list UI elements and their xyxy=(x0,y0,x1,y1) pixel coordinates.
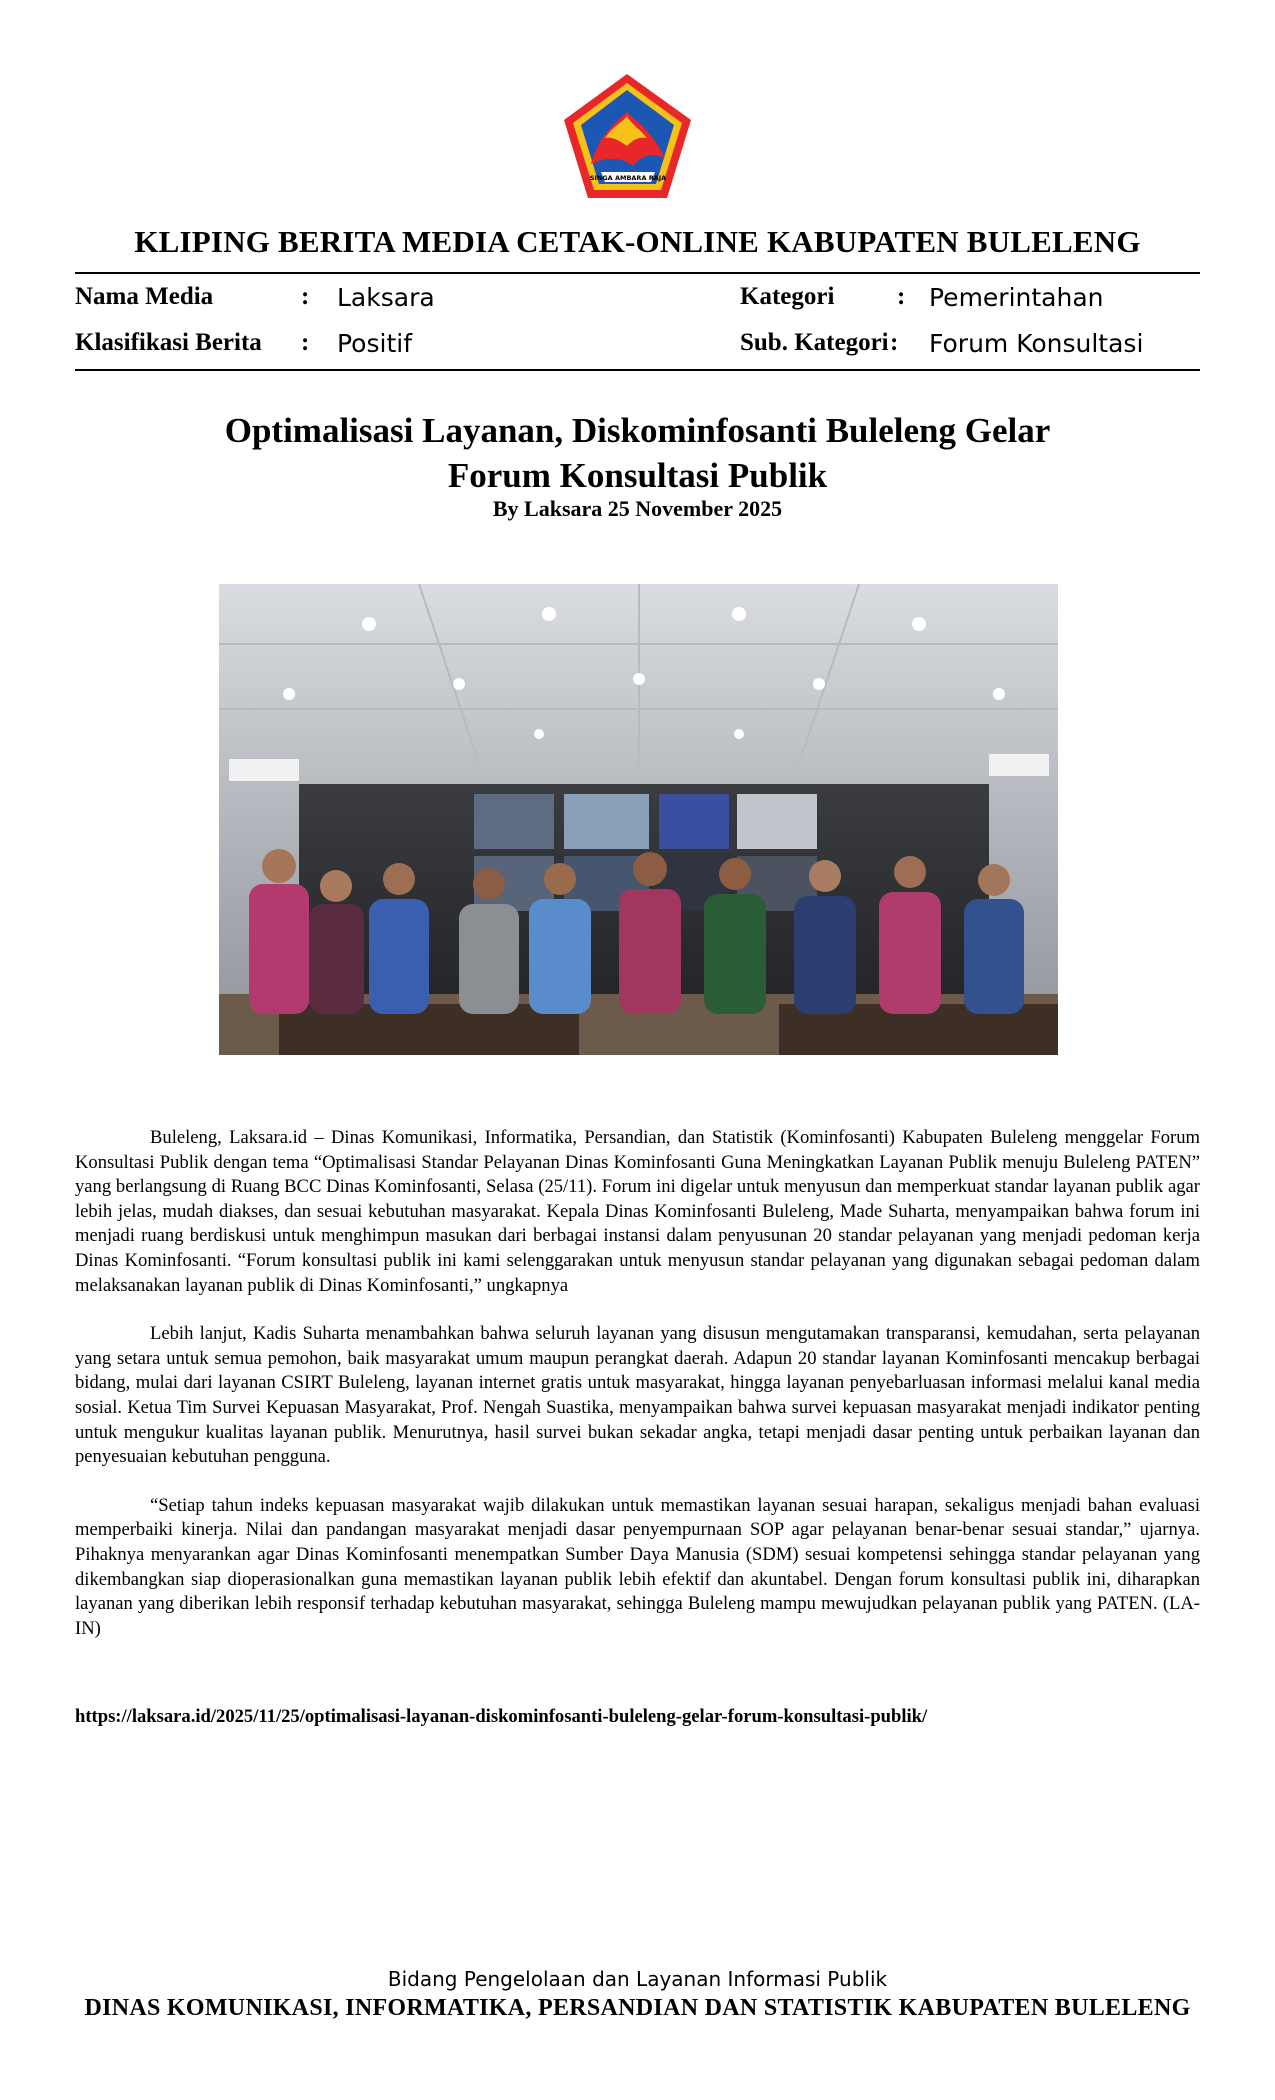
article-paragraph: Buleleng, Laksara.id – Dinas Komunikasi, Informatika, Persandian, dan Statistik (Kominfosanti) Kabupaten Buleleng menggelar Forum Konsultasi Publik dengan tema “Optimalisasi Standar Pelayanan Dinas Kominfosanti Guna Meningkatkan Layanan Publik menuju Buleleng PATEN” yang berlangsung di Ruang BCC Dinas Kominfosanti, Selasa (25/11). Forum ini digelar untuk menyusun dan memperkuat standar layanan publik agar lebih jelas, mudah diakses, dan sesuai kebutuhan masyarakat. Kepala Dinas Kominfosanti Buleleng, Made Suharta, menyampaikan bahwa forum ini menjadi ruang berdiskusi untuk menghimpun masukan dari berbagai instansi dalam penyusunan 20 standar pelayanan yang menjadi pedoman kerja Dinas Kominfosanti. “Forum konsultasi publik ini kami selenggarakan untuk menyusun standar pelayanan yang digunakan sebagai pedoman dalam melaksanakan layanan publik di Dinas Kominfosanti,” ungkapnya xyxy=(75,1127,1200,1296)
footer-department-subtitle: Bidang Pengelolaan dan Layanan Informasi Publik xyxy=(387,1967,888,1991)
logo-motto-text: SINGA AMBARA RAJA xyxy=(589,174,667,182)
header-divider-bottom xyxy=(75,369,1200,371)
meta-classification-colon: : xyxy=(301,329,310,356)
meta-classification-value: Positif xyxy=(337,329,412,358)
meta-category-value: Pemerintahan xyxy=(929,283,1104,312)
article-title-line-2: Forum Konsultasi Publik xyxy=(447,456,828,495)
source-link[interactable]: https://laksara.id/2025/11/25/optimalisasi-layanan-diskominfosanti-buleleng-gelar-forum-konsultasi-publik/ xyxy=(75,1706,928,1727)
meta-subcategory-colon: : xyxy=(890,329,899,356)
meta-subcategory-label: Sub. Kategori xyxy=(740,329,889,356)
article-title xyxy=(0,408,1275,498)
article-body xyxy=(75,1126,1200,1665)
article-paragraph: Lebih lanjut, Kadis Suharta menambahkan bahwa seluruh layanan yang disusun mengutamakan transparansi, kemudahan, serta pelayanan yang setara untuk semua pemohon, baik masyarakat umum maupun perangkat daerah. Adapun 20 standar layanan Kominfosanti mencakup berbagai bidang, mulai dari layanan CSIRT Buleleng, layanan internet gratis untuk masyarakat, hingga layanan penyebarluasan informasi melalui kanal media sosial. Ketua Tim Survei Kepuasan Masyarakat, Prof. Nengah Suastika, menyampaikan bahwa survei kepuasan masyarakat menjadi indikator penting untuk mengukur kualitas layanan publik. Menurutnya, hasil survei bukan sekadar angka, tetapi menjadi dasar penting untuk perbaikan layanan dan penyesuaian kebutuhan pengguna. xyxy=(75,1323,1200,1468)
meta-subcategory-value: Forum Konsultasi xyxy=(929,329,1144,358)
meta-media-value: Laksara xyxy=(337,283,435,312)
article-photo xyxy=(219,584,1058,1055)
meta-category-colon: : xyxy=(897,283,906,310)
page-header-title: KLIPING BERITA MEDIA CETAK-ONLINE KABUPATEN BULELENG xyxy=(134,224,1141,259)
header-divider-top xyxy=(75,272,1200,274)
article-byline: By Laksara 25 November 2025 xyxy=(492,496,783,521)
group-photo-icon xyxy=(219,584,1058,1055)
meta-category-label: Kategori xyxy=(740,283,835,310)
meta-media-colon: : xyxy=(301,283,310,310)
meta-media-label: Nama Media xyxy=(75,283,214,310)
buleleng-emblem-logo xyxy=(561,72,694,202)
footer-agency-title: DINAS KOMUNIKASI, INFORMATIKA, PERSANDIAN DAN STATISTIK KABUPATEN BULELENG xyxy=(84,1995,1191,2021)
article-title-line-1: Optimalisasi Layanan, Diskominfosanti Buleleng Gelar xyxy=(224,411,1051,450)
meta-classification-label: Klasifikasi Berita xyxy=(75,329,262,356)
article-paragraph: “Setiap tahun indeks kepuasan masyarakat wajib dilakukan untuk memastikan layanan sesuai harapan, sekaligus menjadi bahan evaluasi memperbaiki kinerja. Nilai dan pandangan masyarakat menjadi dasar penyempurnaan SOP agar pelayanan benar-benar sesuai standar,” ujarnya. Pihaknya menyarankan agar Dinas Kominfosanti menempatkan Sumber Daya Manusia (SDM) sesuai kompetensi sehingga standar pelayanan yang dikembangkan siap dioperasionalkan guna memastikan layanan publik lebih efektif dan akuntabel. Dengan forum konsultasi publik ini, diharapkan layanan yang diberikan lebih responsif terhadap kebutuhan masyarakat, sehingga Buleleng mampu mewujudkan pelayanan publik yang PATEN. (LA-IN) xyxy=(75,1494,1200,1639)
